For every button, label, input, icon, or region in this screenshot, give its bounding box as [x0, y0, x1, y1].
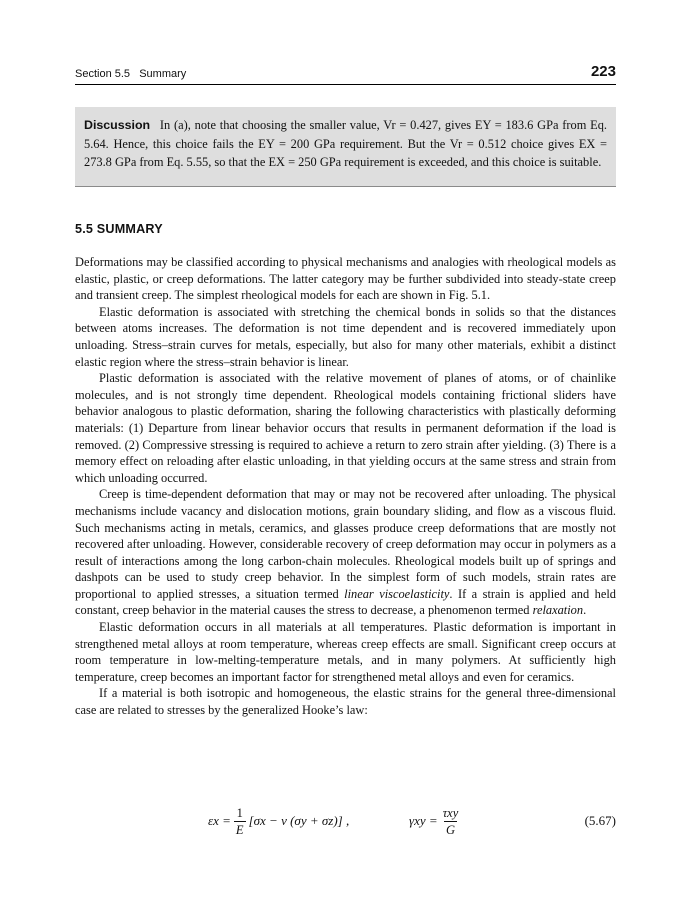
discussion-box: [75, 107, 616, 187]
discussion-label: Discussion: [84, 118, 151, 132]
page-number: 223: [590, 63, 616, 80]
body-text: [75, 254, 616, 719]
equation-shear-strain: [409, 796, 463, 846]
eq-frac2-denominator: G: [445, 822, 455, 837]
equation-normal-strain: [208, 796, 349, 846]
discussion-text: In (a), note that choosing the smaller value, Vr = 0.427, gives EY = 183.6 GPa from Eq. 5.64. Hence, this choice fails the EY = 200 GPa requirement. But the Vr = 0.512 choice gives EX = 273.8 GPa from Eq. 5.55, so that the EX = 250 GPa requirement is exceeded, and this choice is suitable.: [84, 118, 607, 170]
eq-frac2-numerator: τxy: [442, 805, 459, 820]
paragraph-elastic: Elastic deformation is associated with stretching the chemical bonds in solids so that the distances between atoms increases. The deformation is not time dependent and is recovered immediately upon unloading. Stress–strain curves for metals, especially, but also for many other materials, exhibit a distinct elastic region where the stress–strain behavior is linear.: [75, 304, 616, 369]
paragraph-classification: Deformations may be classified according to physical mechanisms and analogies with rheological models as elastic, plastic, or creep deformations. The latter category may be further subdivided into steady-state creep and transient creep. The simplest rheological models for each are shown in Fig. 5.1.: [75, 255, 616, 303]
paragraph-creep: [75, 486, 616, 619]
running-head-section: Section 5.5 Summary: [75, 68, 187, 80]
eq-rhs-stresses: [σx − ν (σy + σz)] ,: [248, 813, 350, 828]
paragraph-plastic: Plastic deformation is associated with the relative movement of planes of atoms, or of chainlike molecules, and is not strongly time dependent. Rheological models containing frictional sliders have behavior analogous to plastic deformation, sharing the following characteristics with plastically deforming materials: (1) Departure from linear behavior occurs that results in permanent deformation if the load is removed. (2) Compressive stressing is required to achieve a return to zero strain after yielding. (3) There is a memory effect on reloading after elastic unloading, in that yielding occurs at the same stress and strain from which unloading occurred.: [75, 371, 616, 485]
header-rule: [75, 84, 616, 85]
eq-fraction-tau-over-g: [441, 806, 461, 837]
eq-lhs-epsilon: εx =: [208, 813, 231, 828]
term-linear-viscoelasticity: linear viscoelasticity: [344, 586, 450, 601]
creep-text-c: .: [583, 603, 587, 618]
equation-number: (5.67): [584, 813, 616, 828]
paragraph-temperature: Elastic deformation occurs in all materials at all temperatures. Plastic deformation is important in strengthened metal alloys at room temperature, whereas creep effects are small. Significant creep occurs at room temperature in low-melting-temperature metals, and in many polymers. At sufficiently high temperature, creep becomes an important factor for strengthened metal alloys and even for ceramics.: [75, 620, 616, 684]
creep-text-b: . If a strain is applied and held constant, creep behavior in the material causes the stress to decrease, a phenomenon termed: [75, 586, 616, 618]
eq-lhs-gamma: γxy =: [409, 813, 438, 828]
equation-5-67: [75, 796, 616, 846]
eq-frac1-numerator: 1: [236, 805, 243, 820]
eq-fraction-1-over-e: [234, 806, 246, 837]
paragraph-hookes-law: If a material is both isotropic and homogeneous, the elastic strains for the general three-dimensional case are related to stresses by the generalized Hooke’s law:: [75, 686, 616, 718]
running-head: [75, 63, 616, 85]
section-heading: 5.5 SUMMARY: [75, 222, 163, 236]
eq-frac1-denominator: E: [235, 822, 244, 837]
discussion-paragraph: [84, 116, 607, 172]
creep-text-a: Creep is time-dependent deformation that may or may not be recovered after unloading. The physical mechanisms include vacancy and dislocation motions, grain boundary sliding, and flow as a viscous fluid. Such mechanisms acting in metals, ceramics, and glasses produce creep deformations that are mostly not recovered after unloading. However, considerable recovery of creep deformation may occur in polymers as a result of interactions among the long carbon-chain molecules. Rheological models built up of springs and dashpots can be used to study creep behavior. In the simplest form of such models, strain rates are proportional to applied stresses, a situation termed: [75, 487, 616, 601]
term-relaxation: relaxation: [532, 603, 584, 618]
